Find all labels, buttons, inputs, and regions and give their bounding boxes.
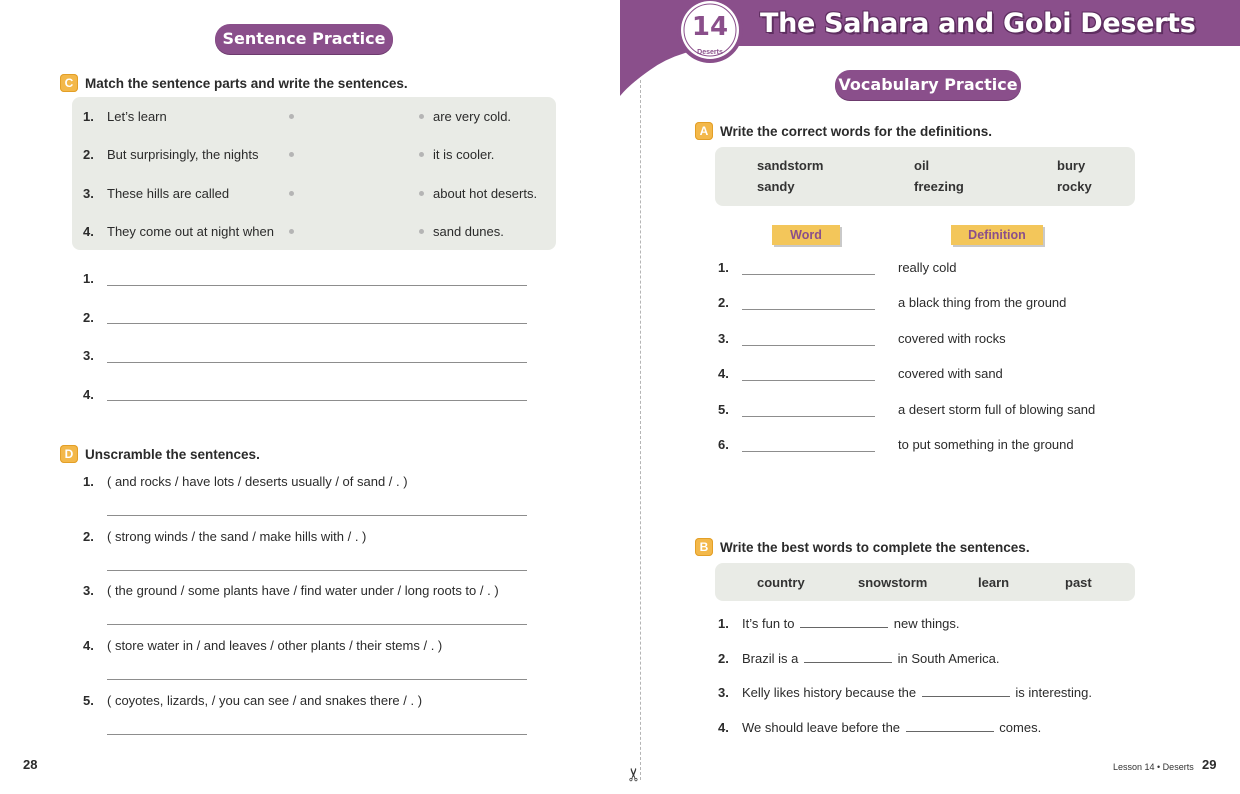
footer-lesson-note: Lesson 14 • Deserts (1113, 762, 1194, 772)
section-b-heading (695, 538, 1030, 556)
match-dot-right-2[interactable] (419, 152, 424, 157)
definition-column-tag: Definition (951, 225, 1043, 245)
match-dot-left-2[interactable] (289, 152, 294, 157)
vocabulary-practice-pill: Vocabulary Practice (835, 70, 1021, 100)
match-left-num-4: 4. (83, 224, 94, 239)
unscramble-prompt-1: ( and rocks / have lots / deserts usually / of sand / . ) (107, 474, 408, 489)
match-left-num-1: 1. (83, 109, 94, 124)
unscramble-line-5[interactable] (107, 734, 527, 735)
def-answer-line-5[interactable] (742, 416, 875, 417)
match-right-4: sand dunes. (433, 224, 504, 239)
section-b-badge: B (695, 538, 713, 556)
word-bank-a-item-1: sandstorm (757, 158, 824, 173)
match-right-3: about hot deserts. (433, 186, 538, 201)
match-right-1: are very cold. (433, 109, 512, 124)
fill-blank-3[interactable] (922, 685, 1010, 697)
unscramble-num-5: 5. (83, 693, 94, 708)
fill-blank-4[interactable] (906, 720, 994, 732)
match-dot-right-4[interactable] (419, 229, 424, 234)
section-a-instruction: Write the correct words for the definitions. (720, 123, 993, 139)
definition-1: really cold (898, 260, 957, 275)
section-c-badge: C (60, 74, 78, 92)
section-b-instruction: Write the best words to complete the sentences. (720, 539, 1030, 555)
def-num-1: 1. (718, 260, 729, 275)
fill-blank-2[interactable] (804, 651, 892, 663)
match-dot-left-3[interactable] (289, 191, 294, 196)
match-left-4: They come out at night when (107, 224, 274, 239)
answer-line-2[interactable] (107, 323, 527, 324)
unscramble-line-4[interactable] (107, 679, 527, 680)
sentence-practice-pill: Sentence Practice (215, 24, 393, 54)
section-d-instruction: Unscramble the sentences. (85, 446, 260, 462)
word-bank-a-item-6: rocky (1057, 179, 1092, 194)
section-c-instruction: Match the sentence parts and write the sentences. (85, 75, 408, 91)
answer-num-2: 2. (83, 310, 94, 325)
match-dot-right-3[interactable] (419, 191, 424, 196)
fill-after-1: new things. (893, 616, 960, 631)
fill-before-4: We should leave before the (742, 720, 901, 735)
word-bank-a (715, 147, 1135, 206)
definition-6: to put something in the ground (898, 437, 1074, 452)
fill-before-3: Kelly likes history because the (742, 685, 917, 700)
def-answer-line-2[interactable] (742, 309, 875, 310)
fill-before-2: Brazil is a (742, 651, 799, 666)
unscramble-line-3[interactable] (107, 624, 527, 625)
unscramble-line-1[interactable] (107, 515, 527, 516)
def-num-4: 4. (718, 366, 729, 381)
match-left-2: But surprisingly, the nights (107, 147, 259, 162)
lesson-topic: Deserts (697, 49, 723, 56)
word-column-tag: Word (772, 225, 840, 245)
section-a-badge: A (695, 122, 713, 140)
word-bank-a-item-3: bury (1057, 158, 1086, 173)
section-d-badge: D (60, 445, 78, 463)
fill-after-4: comes. (999, 720, 1042, 735)
section-d-heading (60, 445, 260, 463)
fill-after-2: in South America. (897, 651, 1000, 666)
word-bank-a-item-5: freezing (914, 179, 964, 194)
word-bank-b-item-2: snowstorm (858, 575, 928, 590)
word-bank-b-item-3: learn (978, 575, 1010, 590)
unscramble-num-4: 4. (83, 638, 94, 653)
unscramble-num-3: 3. (83, 583, 94, 598)
definition-4: covered with sand (898, 366, 1003, 381)
match-left-3: These hills are called (107, 186, 230, 201)
fill-sentence-4 (742, 720, 1041, 735)
def-num-6: 6. (718, 437, 729, 452)
unscramble-prompt-2: ( strong winds / the sand / make hills with / . ) (107, 529, 367, 544)
section-c-heading (60, 74, 408, 92)
scissors-icon: ✂ (624, 766, 645, 783)
fill-before-1: It’s fun to (742, 616, 795, 631)
answer-line-3[interactable] (107, 362, 527, 363)
unscramble-line-2[interactable] (107, 570, 527, 571)
word-bank-a-item-4: sandy (757, 179, 795, 194)
section-a-heading (695, 122, 992, 140)
def-answer-line-3[interactable] (742, 345, 875, 346)
def-num-2: 2. (718, 295, 729, 310)
match-dot-left-4[interactable] (289, 229, 294, 234)
page-number-right: 29 (1202, 757, 1217, 772)
match-right-2: it is cooler. (433, 147, 495, 162)
def-answer-line-1[interactable] (742, 274, 875, 275)
def-num-5: 5. (718, 402, 729, 417)
answer-num-4: 4. (83, 387, 94, 402)
unscramble-prompt-4: ( store water in / and leaves / other plants / their stems / . ) (107, 638, 443, 653)
answer-num-3: 3. (83, 348, 94, 363)
unscramble-prompt-3: ( the ground / some plants have / find water under / long roots to / . ) (107, 583, 499, 598)
right-page (620, 0, 1240, 794)
answer-num-1: 1. (83, 271, 94, 286)
fill-after-3: is interesting. (1015, 685, 1092, 700)
match-dot-left-1[interactable] (289, 114, 294, 119)
fill-num-3: 3. (718, 685, 729, 700)
match-left-num-2: 2. (83, 147, 94, 162)
answer-line-4[interactable] (107, 400, 527, 401)
word-bank-a-item-2: oil (914, 158, 930, 173)
unscramble-prompt-5: ( coyotes, lizards, / you can see / and snakes there / . ) (107, 693, 423, 708)
fill-num-2: 2. (718, 651, 729, 666)
unscramble-num-1: 1. (83, 474, 94, 489)
fill-sentence-3 (742, 685, 1092, 700)
answer-line-1[interactable] (107, 285, 527, 286)
match-left-num-3: 3. (83, 186, 94, 201)
lesson-number: 14 (691, 12, 729, 42)
fill-sentence-2 (742, 651, 1000, 666)
fill-blank-1[interactable] (800, 616, 888, 628)
def-num-3: 3. (718, 331, 729, 346)
page-number-left: 28 (23, 757, 38, 772)
def-answer-line-4[interactable] (742, 380, 875, 381)
match-left-1: Let’s learn (107, 109, 167, 124)
definition-3: covered with rocks (898, 331, 1006, 346)
match-dot-right-1[interactable] (419, 114, 424, 119)
fill-num-1: 1. (718, 616, 729, 631)
definition-2: a black thing from the ground (898, 295, 1067, 310)
definition-5: a desert storm full of blowing sand (898, 402, 1096, 417)
word-bank-b-item-1: country (757, 575, 805, 590)
def-answer-line-6[interactable] (742, 451, 875, 452)
fill-num-4: 4. (718, 720, 729, 735)
word-bank-b-item-4: past (1065, 575, 1092, 590)
unscramble-num-2: 2. (83, 529, 94, 544)
page-title: The Sahara and Gobi Deserts (760, 8, 1196, 39)
fill-sentence-1 (742, 616, 960, 631)
